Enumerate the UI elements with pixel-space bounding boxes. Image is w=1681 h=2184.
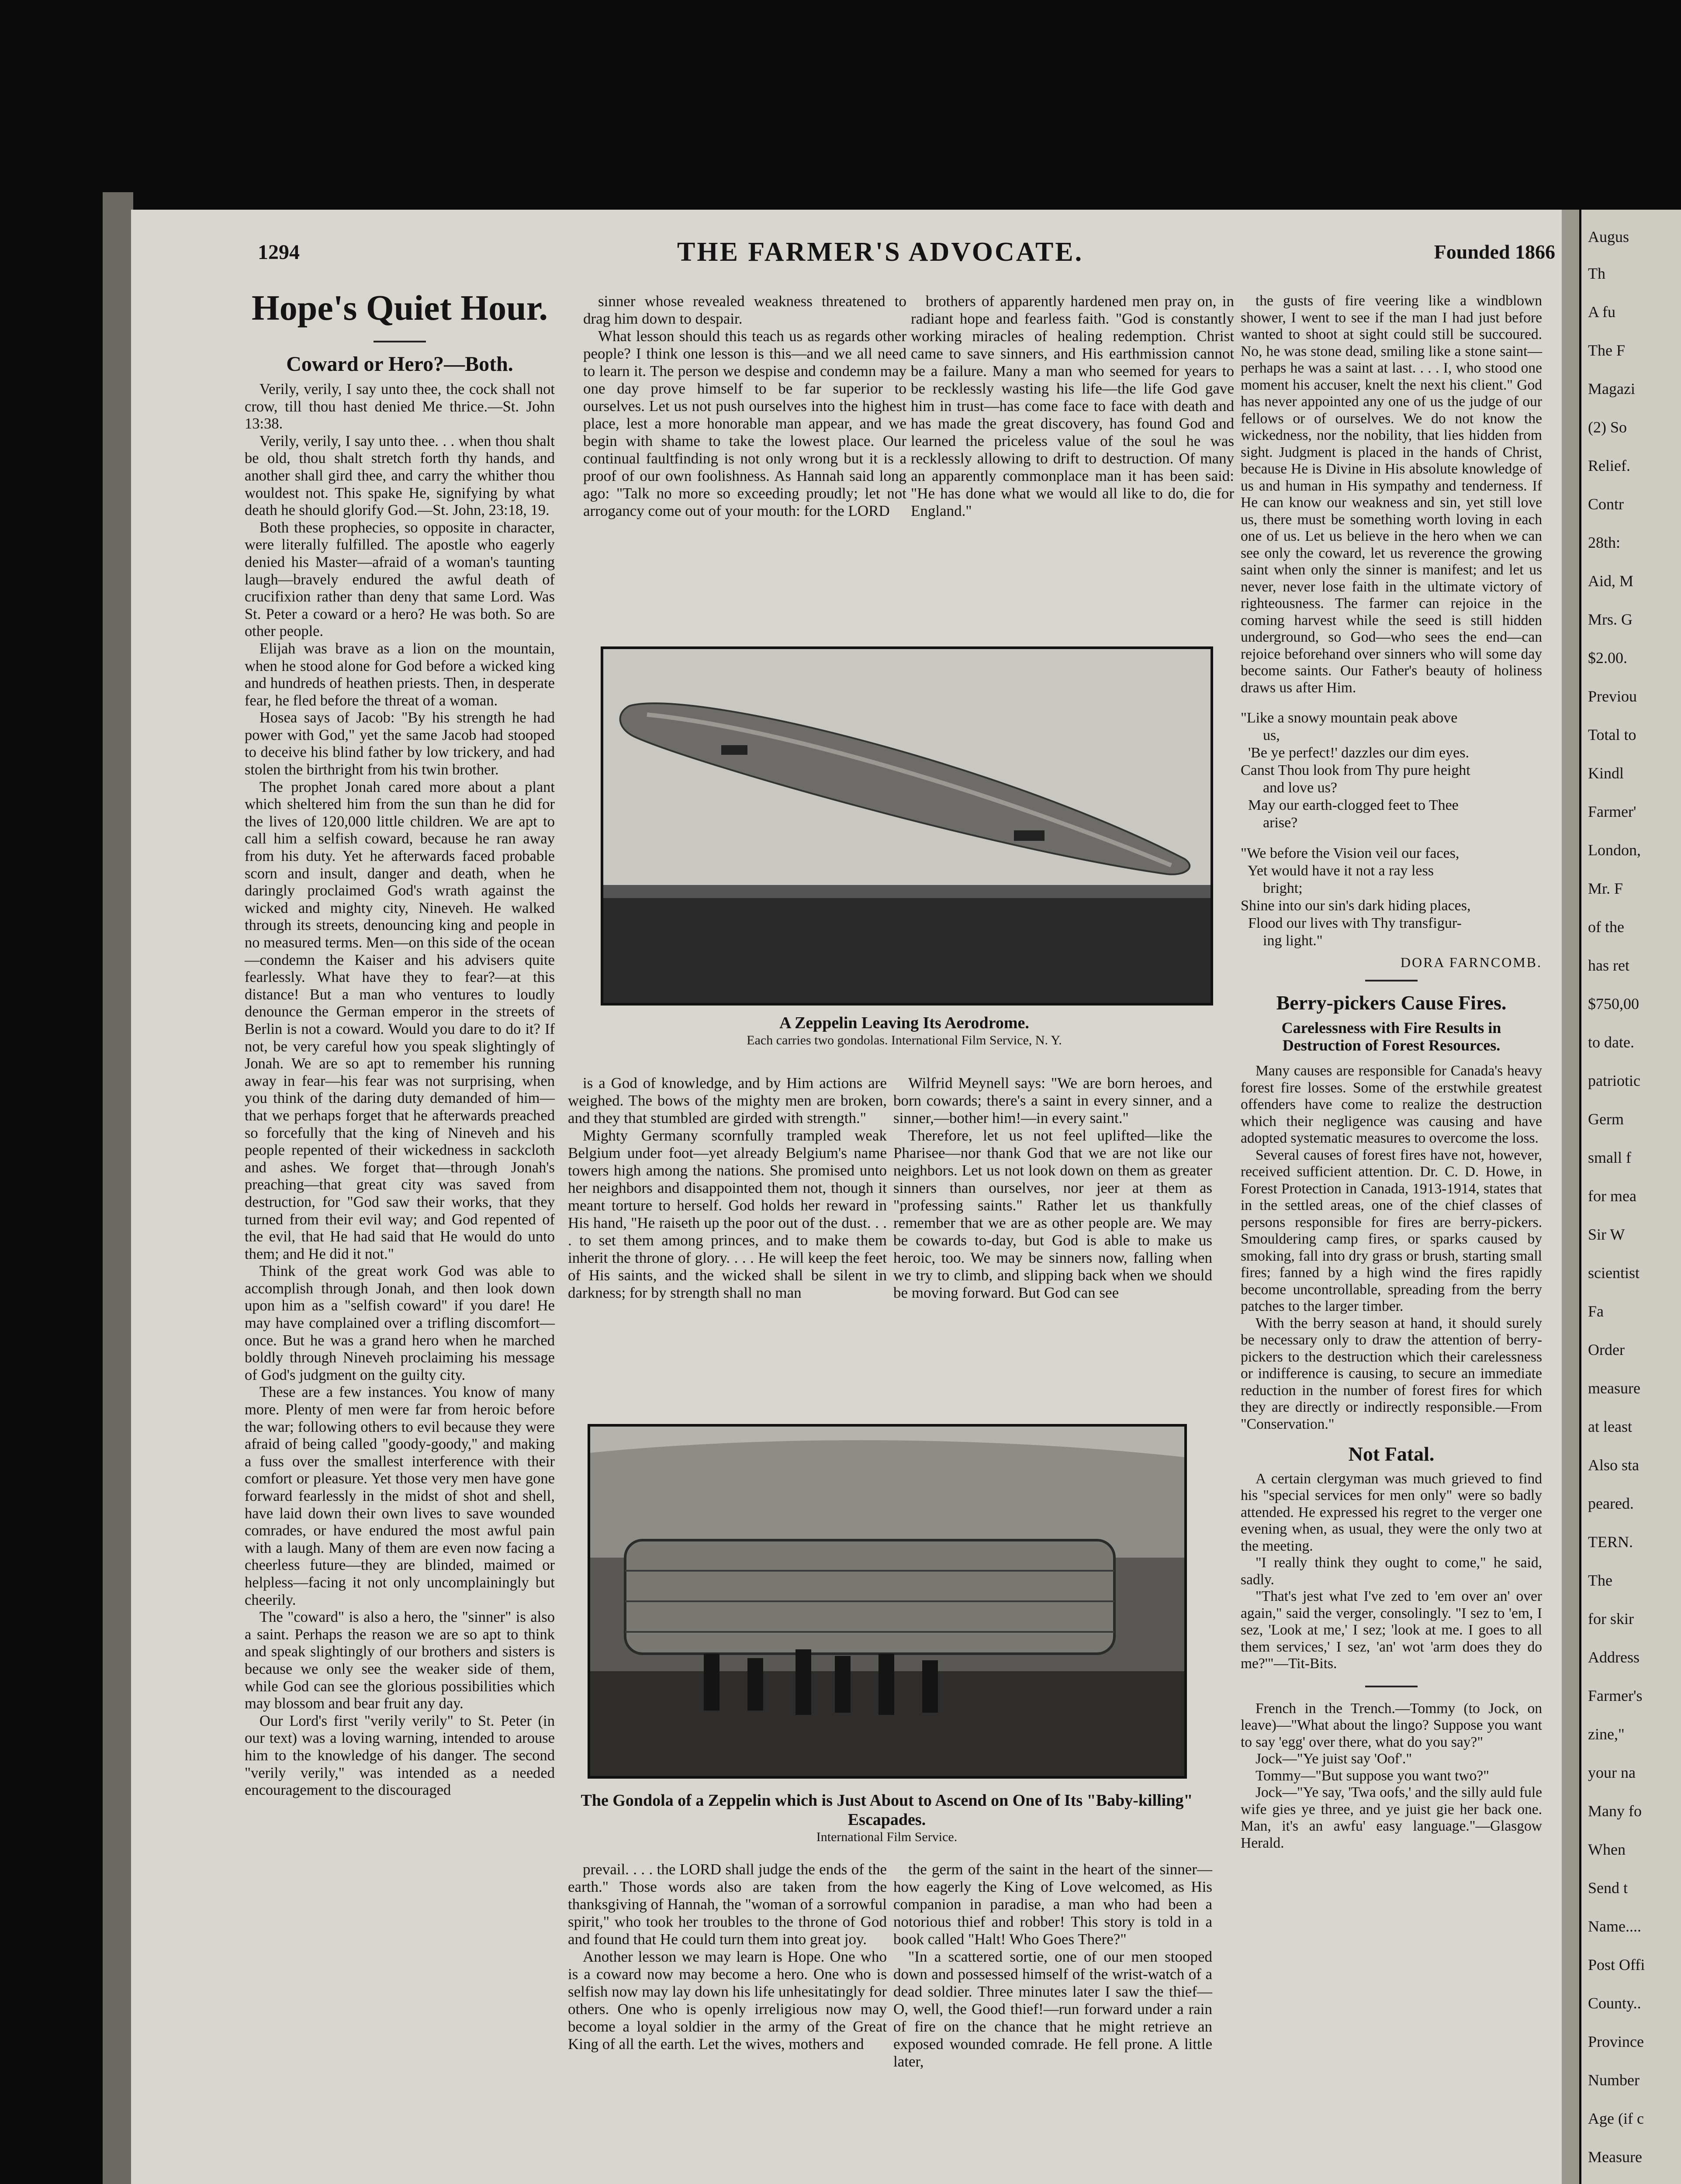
adjacent-page-line: Total to: [1588, 726, 1636, 743]
figure-2-caption-credit: International Film Service.: [816, 1830, 958, 1844]
berry-article-body: [1241, 1063, 1542, 1433]
poem-line: May our earth-clogged feet to Thee: [1241, 797, 1459, 813]
adjacent-page-line: TERN.: [1588, 1533, 1633, 1551]
adjacent-page-line: patriotic: [1588, 1072, 1640, 1089]
figure-2-caption-title: The Gondola of a Zeppelin which is Just About to Ascend on One of Its "Baby-killing" Escapades.: [581, 1791, 1193, 1829]
paragraph: the gusts of fire veering like a windblown shower, I went to see if the man I had just before wanted to shoot at sight could still be succoured. No, he was stone dead, smiling like a stone saint—perhaps he was a saint at last. . . . I, who stood one moment his accuser, knelt the next his client." God has never appointed any one of us the judge of our fellows or of ourselves. We do not know the wickedness, nor the nobility, that lies hidden from sight. Judgment is placed in the hands of Christ, because He is Divine in His absolute knowledge of us and human in His sympathy and tenderness. If He can know our weakness and sin, yet still love us, there must be something worth loving in each one of us. Let us believe in the hero when we can see only the coward, let us reverence the growing saint when only the sinner is manifest; and let us never, never lose faith in the ultimate victory of righteousness. The farmer can rejoice in the coming harvest while the seed is still hidden underground, so God—who sees the end—can rejoice beforehand over sinners who will some day become saints. Our Father's beauty of holiness draws us after Him.: [1241, 293, 1542, 696]
adjacent-page-line: County..: [1588, 1994, 1641, 2012]
paragraph: is a God of knowledge, and by Him actions are weighed. The bows of the mighty men are broken, and they that stumbled are girded with strength.": [568, 1075, 887, 1127]
figure-1-caption-title: A Zeppelin Leaving Its Aerodrome.: [779, 1014, 1029, 1032]
adjacent-page-line: small f: [1588, 1149, 1631, 1166]
adjacent-page-line: Province: [1588, 2033, 1644, 2050]
paragraph: "That's jest what I've zed to 'em over an' over again," said the verger, consolingly. "I sez to 'em, I sez, 'Look at me,' I sez; 'look at me. I goes to all them services,' I sez, 'an' wot 'arm does they do me?'"—Tit-Bits.: [1241, 1588, 1542, 1672]
adjacent-page-line: Order: [1588, 1341, 1625, 1358]
poem-line: bright;: [1241, 880, 1303, 896]
paragraph: Another lesson we may learn is Hope. One who is a coward now may become a hero. One who is selfish now may lay down his life unhesitatingly for others. One who is openly irreligious now may become a loyal soldier in the army of the Great King of all the earth. Let the wives, mothers and: [568, 1948, 887, 2053]
adjacent-page-line: Many fo: [1588, 1802, 1642, 1820]
poem-line: and love us?: [1241, 780, 1337, 796]
section-divider: [1365, 980, 1418, 981]
paragraph: Hosea says of Jacob: "By his strength he had power with God," yet the same Jacob had stooped to deceive his blind father by low trickery, and had stolen the birthright from his twin brother.: [245, 709, 555, 778]
adjacent-page-line: Th: [1588, 265, 1605, 282]
article-body: [583, 293, 906, 520]
adjacent-page-line: When: [1588, 1841, 1626, 1858]
adjacent-page: [1581, 210, 1681, 2184]
column-2-middle: [568, 1075, 887, 1302]
adjacent-page-line: $750,00: [1588, 995, 1639, 1013]
column-4: [1241, 293, 1542, 1852]
poem-line: us,: [1241, 727, 1280, 743]
adjacent-page-line: at least: [1588, 1418, 1632, 1435]
adjacent-page-line: measure: [1588, 1379, 1640, 1397]
column-3-top: [911, 293, 1234, 520]
poem-stanza-1: [1241, 709, 1542, 832]
paragraph: brothers of apparently hardened men pray on, in radiant hope and fearless faith. "God is constantly working miracles of healing redemption. Christ came to save sinners, and His earthmission cannot be a failure. Many a man who seemed for years to be recklessly wasting his life—the life God gave him in trust—has come face to face with death and has made the great discovery, has found God and learned the priceless value of the soul he was recklessly allowing to drift to destruction. Of many an apparently commonplace man it has been said: "He has done what we would all like to do, die for England.": [911, 293, 1234, 519]
paragraph: Elijah was brave as a lion on the mountain, when he stood alone for God before a wicked king and hundreds of heathen priests. Then, in desperate fear, he fled before the threat of a woman.: [245, 640, 555, 709]
adjacent-page-line: Name....: [1588, 1918, 1641, 1935]
adjacent-page-line: Measure: [1588, 2148, 1642, 2166]
berry-article-subhead: Carelessness with Fire Results in Destruction of Forest Resources.: [1281, 1019, 1501, 1054]
adjacent-page-line: Sir W: [1588, 1226, 1625, 1243]
adjacent-page-line: Germ: [1588, 1110, 1624, 1128]
trench-joke-body: [1241, 1700, 1542, 1852]
paragraph: Verily, verily, I say unto thee. . . when thou shalt be old, thou shalt stretch forth thy hands, and another shall gird thee, and carry the whither thou wouldest not. This spake He, signifying by what death he should glorify God.—St. John, 23:18, 19.: [245, 432, 555, 519]
paragraph: "I really think they ought to come," he said, sadly.: [1241, 1555, 1542, 1588]
article-body: [568, 1075, 887, 1302]
zeppelin-photo: [601, 646, 1213, 1006]
paragraph: Tommy—"But suppose you want two?": [1256, 1767, 1489, 1784]
paragraph: The prophet Jonah cared more about a plant which sheltered him from the sun than he did for the lives of 120,000 little children. We are apt to call him a selfish coward, because he ran away from his duty. Yet he afterwards faced probable scorn and insult, danger and death, when he daringly proclaimed God's wrath against the wicked and mighty city, Nineveh. He walked through its streets, denouncing king and people in no measured terms. Men—on this side of the ocean—condemn the Kaiser and his advisers quite fearlessly. What have they to fear?—at this distance! But a man who ventures to loudly denounce the German emperor in the streets of Berlin is not a coward. Would you dare to do it? If not, be very careful how you speak slightingly of Jonah. We are so apt to remember his running away in fear—his fear was not surprising, when you think of the daring duty demanded of him—that we perhaps forget that he afterwards preached so forcefully that the king of Nineveh and his people repented of their wickedness in sackcloth and ashes. We forget that—through Jonah's preaching—that great city was saved from destruction, for "God saw their works, that they turned from their evil way; and God repented of the evil, that He had said that He would do unto them; and He did it not.": [245, 778, 555, 1262]
paragraph: Therefore, let us not feel uplifted—like the Pharisee—nor thank God that we are not like our neighbors. Let us not look down on them as greater sinners than ourselves, nor jeer at them as "professing saints." Rather let us thankfully remember that we are as other people are. We may be cowards to-day, but God is able to make us heroic, too. We may be sinners now, falling when we try to climb, and slipping back when we should be moving forward. But God can see: [893, 1127, 1212, 1301]
article-body: [245, 381, 555, 1799]
paragraph: With the berry season at hand, it should surely be necessary only to draw the attention of berry-pickers to the destruction which their carelessness or indifference is causing, to secure an immediate reduction in the number of forest fires for which they are directly or indirectly responsible.—From "Conservation.": [1241, 1315, 1542, 1432]
paragraph: the germ of the saint in the heart of the sinner—how eagerly the King of Love welcomed, as His companion in paradise, a man who had been a notorious thief and robber! This story is told in a book called "Halt! Who Goes There?": [893, 1861, 1212, 1948]
paragraph: These are a few instances. You know of many more. Plenty of men were far from heroic before the war; following others to evil because they were afraid of being called "goody-goody," and making a fuss over the smallest interference with their comfort or pleasure. Yet those very men have gone forward fearlessly in the midst of shot and shell, have laid down their own lives to save wounded comrades, or have endured the most awful pain with a laugh. Many of them are even now facing a cheerless future—they are blinded, maimed or helpless—facing it not only uncomplainingly but cheerily.: [245, 1384, 555, 1608]
adjacent-page-line: Farmer': [1588, 803, 1636, 820]
adjacent-page-line: to date.: [1588, 1033, 1634, 1051]
page-edge: [1562, 210, 1579, 2184]
adjacent-page-line: Send t: [1588, 1879, 1628, 1897]
adjacent-page-line: scientist: [1588, 1264, 1639, 1282]
book-gutter: [103, 192, 133, 2184]
section-divider: [1365, 1686, 1418, 1687]
adjacent-page-text: [1581, 210, 1681, 2184]
poem-line: Canst Thou look from Thy pure height: [1241, 762, 1470, 778]
section-title: Hope's Quiet Hour.: [251, 288, 548, 328]
adjacent-page-line: Also sta: [1588, 1456, 1639, 1474]
poem-line: Shine into our sin's dark hiding places,: [1241, 898, 1471, 914]
article-body: [893, 1075, 1212, 1302]
paragraph: prevail. . . . the LORD shall judge the ends of the earth." Those words also are taken from the thanksgiving of Hannah, the "woman of a sorrowful spirit," who took her troubles to the throne of God and found that He could turn them into great joy.: [568, 1861, 887, 1948]
paragraph: What lesson should this teach us as regards other people? I think one lesson is this—and we all need to learn it. The person we despise and condemn may one day prove himself to be far superior to ourselves. Let us not push ourselves into the highest place, lest a more honorable man appear, and we begin with shame to take the lowest place. Our continual faultfinding is not only wrong but it is a proof of our own foolishness. As Hannah said long ago: "Talk no more so exceeding proudly; let not arrogancy come out of your mouth: for the LORD: [583, 328, 906, 519]
paragraph: Jock—"Ye juist say 'Oof'.": [1256, 1751, 1412, 1767]
paragraph: Mighty Germany scornfully trampled weak Belgium under foot—yet already Belgium's name towers high among the nations. She promised unto her neighbors and disappointed them not, though it meant torture to herself. God holds her reward in His hand, "He raiseth up the poor out of the dust. . . . to set them among princes, and to make them inherit the throne of glory. . . . He will keep the feet of His saints, and the wicked shall be silent in darkness; for by strength shall no man: [568, 1127, 887, 1301]
column-3-bottom: [893, 1861, 1212, 2070]
adjacent-page-line: has ret: [1588, 957, 1629, 974]
poem-line: Yet would have it not a ray less: [1241, 863, 1434, 879]
poem-line: "We before the Vision veil our faces,: [1241, 845, 1460, 861]
figure-1-caption: [601, 1013, 1208, 1048]
title-divider: [374, 341, 426, 342]
paragraph: Think of the great work God was able to accomplish through Jonah, and then look down upon him as a "selfish coward" if you dare! He may have complained over a trifling discomfort—once. But he was a grand hero when he marched boldly through Nineveh proclaiming his message of God's judgment on the guilty city.: [245, 1263, 555, 1383]
adjacent-page-line: The: [1588, 1572, 1612, 1589]
adjacent-page-line: of the: [1588, 918, 1624, 936]
figure-1-caption-credit: Each carries two gondolas. International Film Service, N. Y.: [747, 1033, 1062, 1047]
adjacent-page-line: 28th:: [1588, 534, 1621, 551]
article-body: [1241, 293, 1542, 696]
column-2-bottom: [568, 1861, 887, 2053]
paragraph: The "coward" is also a hero, the "sinner" is also a saint. Perhaps the reason we are so apt to think and speak slightingly of our brothers and sisters is because we only see the weaker side of them, while God can see the glorious possibilities which may blossom and bear fruit any day.: [245, 1609, 555, 1712]
adjacent-page-line: A fu: [1588, 303, 1615, 321]
berry-article-title: Berry-pickers Cause Fires.: [1276, 991, 1507, 1014]
poem-line: ing light.": [1241, 933, 1323, 949]
column-1: [245, 284, 555, 1799]
poem-line: 'Be ye perfect!' dazzles our dim eyes.: [1241, 745, 1469, 761]
masthead-title: THE FARMER'S ADVOCATE.: [677, 237, 1084, 267]
adjacent-page-line: Mrs. G: [1588, 611, 1633, 628]
paragraph: Several causes of forest fires have not, however, received sufficient attention. Dr. C. D. Howe, in Forest Protection in Canada, 1913-1914, states that in the settled areas, one of the chief classes of persons responsible for fires are berry-pickers. Smouldering camp fires, or sparks caused by smoking, fall into dry grass or brush, starting small fires; fanned by a high wind the fires rapidly become uncontrollable, spreading from the berry patches to the larger timber.: [1241, 1147, 1542, 1314]
article-body: [568, 1861, 887, 2053]
gondola-illustration: [590, 1427, 1184, 1776]
adjacent-page-line: for mea: [1588, 1187, 1636, 1205]
adjacent-page-line: Address: [1588, 1648, 1639, 1666]
adjacent-page-line: (2) So: [1588, 418, 1627, 436]
figure-2-caption: [577, 1791, 1197, 1845]
article-body: [911, 293, 1234, 520]
author-signature: DORA FARNCOMB.: [1400, 954, 1542, 970]
adjacent-page-line: Magazi: [1588, 380, 1635, 397]
column-2-top: [583, 293, 906, 520]
adjacent-page-line: The F: [1588, 342, 1625, 359]
paragraph: Both these prophecies, so opposite in character, were literally fulfilled. The apostle who eagerly denied his Master—afraid of a woman's taunting laugh—bravely endured the awful death of crucifixion rather than deny that same Lord. Was St. Peter a coward or a hero? He was both. So are other people.: [245, 519, 555, 640]
poem-line: Flood our lives with Thy transfigur-: [1241, 915, 1462, 931]
not-fatal-body: [1241, 1471, 1542, 1673]
paragraph: A certain clergyman was much grieved to find his "special services for men only" were so badly attended. He expressed his regret to the verger one evening when, as usual, they were the only two at the meeting.: [1241, 1470, 1542, 1554]
adjacent-page-line: Contr: [1588, 495, 1624, 513]
paragraph: Verily, verily, I say unto thee, the cock shall not crow, till thou hast denied Me thrice.—St. John 13:38.: [245, 381, 555, 432]
paragraph: French in the Trench.—Tommy (to Jock, on leave)—"What about the lingo? Suppose you want to say 'egg' over there, what do you say?": [1241, 1700, 1542, 1750]
gondola-photo: [588, 1424, 1187, 1779]
paragraph: Jock—"Ye say, 'Twa oofs,' and the silly auld fule wife gies ye three, and ye juist gie her back one. Man, it's an awfu' easy language."—Glasgow Herald.: [1241, 1784, 1542, 1851]
adjacent-page-line: Mr. F: [1588, 880, 1623, 897]
adjacent-page-line: Post Offi: [1588, 1956, 1645, 1973]
adjacent-page-line: Relief.: [1588, 457, 1630, 474]
paragraph: Wilfrid Meynell says: "We are born heroes, and born cowards; there's a saint in every sinner, and a sinner,—bother him!—in every saint.": [893, 1075, 1212, 1127]
page-header: [258, 237, 1560, 275]
paragraph: Many causes are responsible for Canada's heavy forest fire losses. Some of the erstwhile greatest offenders have come to realize the destruction which their negligence was causing and have adopted systematic measures to overcome the loss.: [1241, 1063, 1542, 1146]
adjacent-page-line: Kindl: [1588, 764, 1624, 782]
article-subhead: Coward or Hero?—Both.: [286, 352, 513, 376]
founded-note: Founded 1866: [1434, 241, 1555, 263]
adjacent-page-line: Aid, M: [1588, 572, 1634, 590]
column-3-middle: [893, 1075, 1212, 1302]
not-fatal-title: Not Fatal.: [1348, 1443, 1435, 1465]
adjacent-page-line: peared.: [1588, 1495, 1634, 1512]
adjacent-page-line: for skir: [1588, 1610, 1634, 1628]
adjacent-page-line: Fa: [1588, 1303, 1604, 1320]
adjacent-page-line: Augus: [1588, 228, 1629, 245]
adjacent-page-line: $2.00.: [1588, 649, 1627, 667]
adjacent-page-line: Farmer's: [1588, 1687, 1643, 1704]
page-number: 1294: [258, 241, 300, 264]
paragraph: sinner whose revealed weakness threatened to drag him down to despair.: [583, 293, 906, 327]
adjacent-page-line: London,: [1588, 841, 1641, 859]
zeppelin-illustration: [603, 649, 1211, 1003]
paragraph: "In a scattered sortie, one of our men stooped down and possessed himself of the wrist-watch of a dead soldier. Three minutes later I saw the thief—O, well, the Good thief!—run forward under a rain of fire on the chance that he might retrieve an exposed wounded comrade. He fell prone. A little later,: [893, 1948, 1212, 2070]
adjacent-page-line: Previou: [1588, 688, 1637, 705]
adjacent-page-line: your na: [1588, 1764, 1636, 1781]
poem-line: "Like a snowy mountain peak above: [1241, 710, 1458, 726]
poem-stanza-2: [1241, 845, 1542, 950]
paragraph: Our Lord's first "verily verily" to St. Peter (in our text) was a loving warning, intended to arouse him to the knowledge of his danger. The second "verily verily," was intended as a needed encouragement to the discouraged: [245, 1712, 555, 1799]
adjacent-page-line: Number: [1588, 2071, 1639, 2089]
poem-line: arise?: [1241, 815, 1298, 831]
adjacent-page-line: zine,": [1588, 1725, 1625, 1743]
article-body: [893, 1861, 1212, 2070]
adjacent-page-line: Age (if c: [1588, 2110, 1644, 2127]
